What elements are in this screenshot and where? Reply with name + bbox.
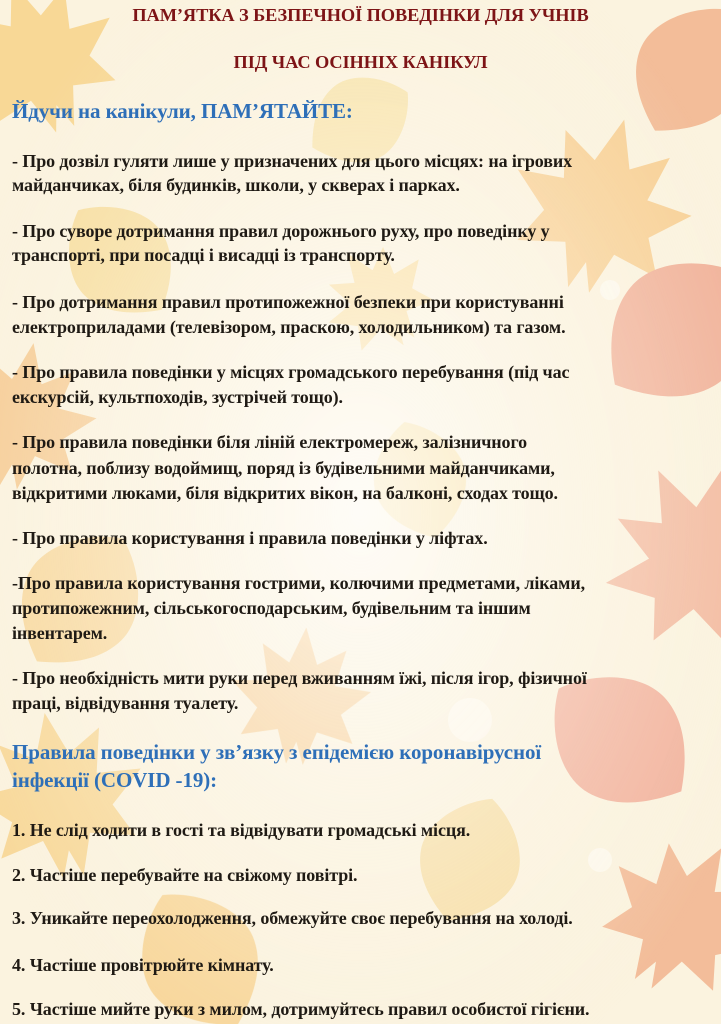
list-item-line: полотна, поблизу водоймищ, поряд із будівельними майданчиками, <box>12 458 555 478</box>
list-item-line: праці, відвідування туалету. <box>12 693 239 713</box>
covid-rule-item: 5. Частіше мийте руки з милом, дотримуйтесь правил особистої гігієни. <box>12 999 590 1019</box>
list-item-line: - Про правила поведінки біля ліній електромереж, залізничного <box>12 432 527 452</box>
list-item-line: - Про правила користування і правила поведінки у ліфтах. <box>12 528 488 548</box>
list-item-line: екскурсій, культпоходів, зустрічей тощо). <box>12 387 343 407</box>
memo-title-line-1: ПАМ’ЯТКА З БЕЗПЕЧНОЇ ПОВЕДІНКИ ДЛЯ УЧНІВ <box>132 5 589 25</box>
list-item-line: -Про правила користування гострими, колючими предметами, ліками, <box>12 573 586 593</box>
covid-rule-item: 2. Частіше перебувайте на свіжому повітрі. <box>12 865 358 885</box>
list-item-line: протипожежним, сільськогосподарським, будівельним та іншим <box>12 598 531 618</box>
list-item-line: - Про правила поведінки у місцях громадського перебування (під час <box>12 362 570 382</box>
memo-title-line-2: ПІД ЧАС ОСІННІХ КАНІКУЛ <box>233 52 488 72</box>
section-heading-covid: Правила поведінки у зв’язку з епідемією коронавірусної <box>12 740 542 764</box>
list-item-line: транспорті, при посадці і висадці із транспорту. <box>12 245 395 265</box>
section-heading-vacation: Йдучи на канікули, ПАМ’ЯТАЙТЕ: <box>12 99 353 123</box>
list-item-line: електроприладами (телевізором, праскою, холодильником) та газом. <box>12 317 566 337</box>
list-item-line: інвентарем. <box>12 623 108 643</box>
list-item-line: відкритими люками, біля відкритих вікон, на балконі, сходах тощо. <box>12 483 558 503</box>
list-item-line: - Про суворе дотримання правил дорожнього руху, про поведінку у <box>12 221 550 241</box>
section-heading-covid: інфекції (COVID -19): <box>12 768 218 792</box>
list-item-line: - Про дотримання правил протипожежної безпеки при користуванні <box>12 292 564 312</box>
list-item-line: майданчиках, біля будинків, школи, у скверах і парках. <box>12 175 460 195</box>
covid-rule-item: 3. Уникайте переохолодження, обмежуйте своє перебування на холоді. <box>12 908 573 928</box>
list-item-line: - Про дозвіл гуляти лише у призначених для цього місцях: на ігрових <box>12 151 573 171</box>
covid-rule-item: 1. Не слід ходити в гості та відвідувати громадські місця. <box>12 820 471 840</box>
list-item-line: - Про необхідність мити руки перед вживанням їжі, після ігор, фізичної <box>12 668 587 688</box>
covid-rule-item: 4. Частіше провітрюйте кімнату. <box>12 955 274 975</box>
